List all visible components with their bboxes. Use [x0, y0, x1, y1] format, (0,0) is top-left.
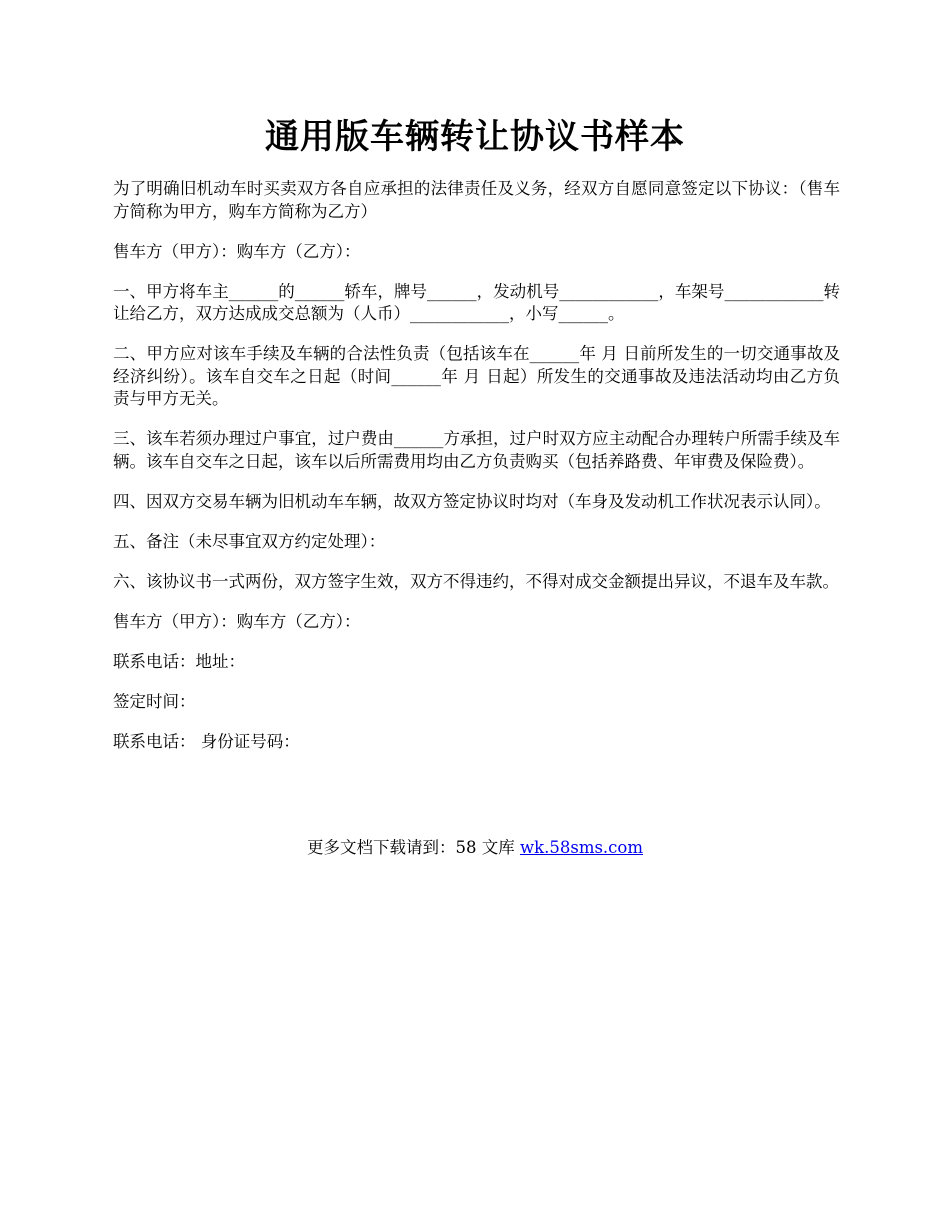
parties-line: 售车方（甲方）：购车方（乙方）： — [113, 241, 361, 261]
signature-parties-line: 售车方（甲方）：购车方（乙方）： — [113, 611, 361, 631]
clause-3: 三、该车若须办理过户事宜，过户费由______方承担，过户时双方应主动配合办理转户所需手续及车辆。该车自交车之日起，该车以后所需费用均由乙方负责购买（包括养路费、年审费及保险费）。 — [113, 429, 840, 471]
document-title: 通用版车辆转让协议书样本 — [265, 117, 685, 157]
clause-1: 一、甲方将车主______的______轿车，牌号______，发动机号____________，车架号____________转让给乙方，双方达成成交总额为（人币）____________，小写______。 — [113, 281, 840, 323]
clause-5: 五、备注（未尽事宜双方约定处理）： — [113, 531, 386, 551]
clause-2: 二、甲方应对该车手续及车辆的合法性负责（包括该车在______年 月 日前所发生的一切交通事故及经济纠纷）。该车自交车之日起（时间______年 月 日起）所发生的交通事故及违法活动均由乙方负责与甲方无关。 — [113, 344, 840, 408]
download-footer — [0, 836, 950, 860]
intro-paragraph: 为了明确旧机动车时买卖双方各自应承担的法律责任及义务，经双方自愿同意签定以下协议：（售车方简称为甲方，购车方简称为乙方） — [113, 179, 840, 221]
footer-text: 更多文档下载请到：58 文库 — [306, 838, 520, 857]
document-body — [113, 178, 840, 771]
signing-date-line: 签定时间： — [113, 691, 196, 711]
clause-4: 四、因双方交易车辆为旧机动车车辆，故双方签定协议时均对（车身及发动机工作状况表示认同）。 — [113, 491, 831, 511]
contact-id-line: 联系电话： 身份证号码： — [113, 731, 300, 751]
footer-link[interactable]: wk.58sms.com — [519, 838, 643, 857]
contact-address-line: 联系电话：地址： — [113, 651, 245, 671]
clause-6: 六、该协议书一式两份，双方签字生效，双方不得违约，不得对成交金额提出异议，不退车及车款。 — [113, 571, 839, 591]
